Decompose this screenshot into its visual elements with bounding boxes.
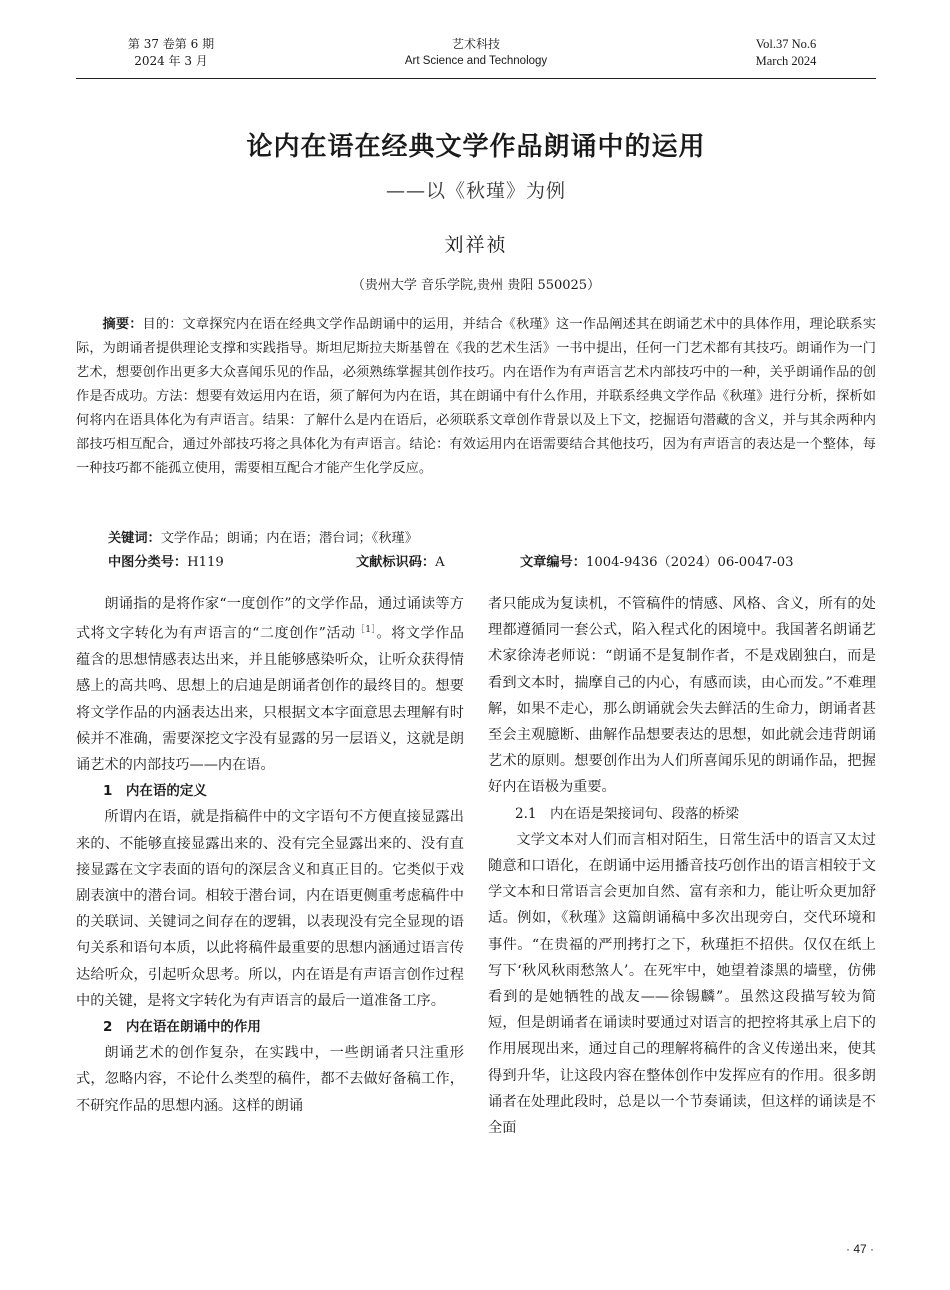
body-paragraph: 文学文本对人们而言相对陌生，日常生活中的语言又太过随意和口语化，在朗诵中运用播音技巧创作出的语言相较于文学文本和日常语言会更加自然、富有亲和力，能让听众更加舒适。例如，《秋瑾》这篇朗诵稿中多次出现旁白，交代环境和事件。“在贵福的严刑拷打之下，秋瑾拒不招供。仅仅在纸上写下‘秋风秋雨愁煞人’。在死牢中，她望着漆黑的墙壁，仿佛看到的是她牺牲的战友——徐锡麟”。虽然这段描写较为简短，但是朗诵者在诵读时要通过对语言的把控将其承上启下的作用展现出来，通过自己的理解将稿件的含义传递出来，使其得到升华，让这段内容在整体创作中发挥应有的作用。很多朗诵者在处理此段时，总是以一个节奏诵读，但这样的诵读是不全面 — [488, 831, 876, 1137]
document-code: 文献标识码：A — [356, 555, 445, 570]
body-right-column — [488, 591, 876, 1141]
article-number: 文章编号：1004-9436（2024）06-0047-03 — [520, 555, 794, 570]
body-paragraph: 朗诵艺术的创作复杂，在实践中，一些朗诵者只注重形式，忽略内容，不论什么类型的稿件，都不去做好备稿工作，不研究作品的思想内涵。这样的朗诵 — [76, 1045, 464, 1114]
running-header — [76, 36, 876, 80]
body-left-column — [76, 591, 464, 1119]
classification-line — [108, 551, 868, 575]
page-number: · 47 · — [845, 1242, 874, 1256]
author-name: 刘祥祯 — [444, 234, 508, 256]
author-affiliation: （贵州大学 音乐学院,贵州 贵阳 550025） — [351, 278, 601, 293]
header-journal: 艺术科技 Art Science and Technology — [404, 37, 548, 67]
paper-title: 论内在语在经典文学作品朗诵中的运用 — [246, 132, 706, 162]
abstract-text: 目的：文章探究内在语在经典文学作品朗诵中的运用，并结合《秋瑾》这一作品阐述其在朗诵艺术中的具体作用，理论联系实际，为朗诵者提供理论支撑和实践指导。斯坦尼斯拉夫斯基曾在《我的艺术生活》一书中提出，任何一门艺术都有其技巧。朗诵作为一门艺术，想要创作出更多大众喜闻乐见的作品，必须熟练掌握其创作技巧。内在语作为有声语言艺术内部技巧中的一种，关乎朗诵作品的创作是否成功。方法：想要有效运用内在语，须了解何为内在语，其在朗诵中有什么作用，并联系经典文学作品《秋瑾》进行分析，探析如何将内在语具体化为有声语言。结果：了解什么是内在语后，必须联系文章创作背景以及上下文，挖掘语句潜藏的含义，并与其余两种内部技巧相互配合，通过外部技巧将之具体化为有声语言。结论：有效运用内在语需要结合其他技巧，因为有声语言的表达是一个整体，每一种技巧都不能孤立使用，需要相互配合才能产生化学反应。 — [76, 317, 877, 476]
header-rule — [76, 78, 876, 79]
header-volume: 第 37 卷第 6 期 2024 年 3 月 — [127, 37, 215, 68]
subsection-heading-2-1: 2.1 内在语是架接词句、段落的桥梁 — [515, 805, 739, 822]
body-paragraph: 朗诵指的是将作家“一度创作”的文学作品，通过诵读等方式将文字转化为有声语言的“二度创作”活动$^{[1]}$。将文学作品蕴含的思想情感表达出来，并且能够感染听众，让听众获得情感上的高共鸣、思想上的启迪是朗诵者创作的最终目的。想要将文学作品的内涵表达出来，只根据文本字面意思去理解有时候并不准确，需要深挖文字没有显露的另一层语义，这就是朗诵艺术的内部技巧——内在语。 — [76, 596, 464, 773]
abstract-label: 摘要： — [102, 317, 143, 332]
keywords-label: 关键词： — [108, 531, 161, 546]
body-paragraph: 者只能成为复读机，不管稿件的情感、风格、含义，所有的处理都遵循同一套公式，陷入程式化的困境中。我国著名朗诵艺术家徐涛老师说：“朗诵不是复制作者，不是戏剧独白，而是看到文本时，揣摩自己的内心，有感而读，由心而发。”不难理解，如果不走心，那么朗诵就会失去鲜活的生命力，朗诵者甚至会主观臆断、曲解作品想要表达的思想，如此就会违背朗诵艺术的原则。想要创作出为人们所喜闻乐见的朗诵作品，把握好内在语极为重要。 — [488, 596, 876, 796]
keywords-text: 文学作品；朗诵；内在语；潜台词；《秋瑾》 — [160, 531, 418, 546]
header-volume-en: Vol.37 No.6 March 2024 — [755, 37, 817, 68]
paper-subtitle: ——以《秋瑾》为例 — [385, 180, 566, 202]
keywords — [108, 527, 868, 551]
body-paragraph: 所谓内在语，就是指稿件中的文字语句不方便直接显露出来的、不能够直接显露出来的、没有完全显露出来的、没有直接显露在文字表面的语句的深层含义和真正目的。它类似于戏剧表演中的潜台词。相较于潜台词，内在语更侧重考虑稿件中的关联词、关键词之间存在的逻辑，以表现没有完全显现的语句关系和语句本质，以此将稿件最重要的思想内涵通过语言传达给听众，引起听众思考。所以，内在语是有声语言创作过程中的关键，是将文字转化为有声语言的最后一道准备工序。 — [76, 809, 464, 1009]
abstract — [76, 313, 876, 481]
section-heading-1: 1 内在语的定义 — [103, 783, 207, 800]
citation-ref: ［1］ — [355, 625, 377, 636]
section-heading-2: 2 内在语在朗诵中的作用 — [103, 1018, 261, 1035]
clc-code: 中图分类号：H119 — [108, 555, 224, 570]
